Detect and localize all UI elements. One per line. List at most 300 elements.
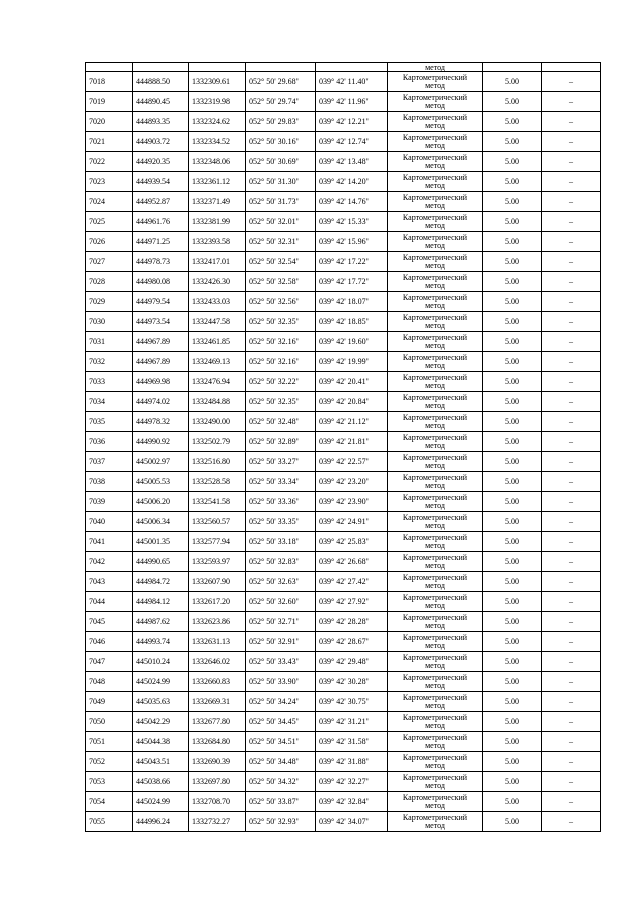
x-coordinate-cell: 444978.32 [133, 412, 189, 432]
method-cell [388, 772, 483, 792]
method-line-1: Картометрический [402, 692, 468, 702]
method-line-2: метод [425, 400, 445, 410]
y-coordinate-cell: 1332484.88 [189, 392, 246, 412]
method-cell [388, 652, 483, 672]
latitude-cell: 052° 50' 32.16" [246, 332, 316, 352]
note-cell: – [542, 812, 601, 832]
x-coordinate-cell: 444980.08 [133, 272, 189, 292]
method-cell [388, 112, 483, 132]
method-cell [388, 92, 483, 112]
point-number-cell: 7022 [86, 152, 133, 172]
y-coordinate-cell: 1332361.12 [189, 172, 246, 192]
y-coordinate-cell: 1332560.57 [189, 512, 246, 532]
method-cell [388, 272, 483, 292]
method-cell [388, 792, 483, 812]
method-line-2: метод [425, 820, 445, 830]
accuracy-cell: 5.00 [483, 672, 542, 692]
method-cell [388, 412, 483, 432]
x-coordinate-cell: 445010.24 [133, 652, 189, 672]
latitude-cell: 052° 50' 34.48" [246, 752, 316, 772]
latitude-cell: 052° 50' 29.83" [246, 112, 316, 132]
method-line-1: Картометрический [402, 652, 468, 662]
accuracy-cell: 5.00 [483, 592, 542, 612]
point-number-cell: 7052 [86, 752, 133, 772]
method-line-2: метод [425, 700, 445, 710]
latitude-cell: 052° 50' 33.18" [246, 532, 316, 552]
y-coordinate-cell: 1332623.86 [189, 612, 246, 632]
y-coordinate-cell: 1332461.85 [189, 332, 246, 352]
method-line-2: метод [425, 160, 445, 170]
method-line-1: Картометрический [402, 372, 468, 382]
x-coordinate-cell: 444903.72 [133, 132, 189, 152]
point-number-cell: 7030 [86, 312, 133, 332]
table-row [86, 172, 601, 192]
longitude-cell: 039° 42' 32.84" [316, 792, 388, 812]
table-row [86, 352, 601, 372]
table-row [86, 372, 601, 392]
coordinates-table [85, 62, 601, 832]
method-line-1: Картометрический [402, 72, 468, 82]
y-coordinate-cell: 1332490.00 [189, 412, 246, 432]
table-row [86, 772, 601, 792]
latitude-cell: 052° 50' 32.93" [246, 812, 316, 832]
y-coordinate-cell: 1332732.27 [189, 812, 246, 832]
note-cell: – [542, 72, 601, 92]
longitude-cell: 039° 42' 17.72" [316, 272, 388, 292]
accuracy-cell: 5.00 [483, 252, 542, 272]
x-coordinate-cell: 445006.20 [133, 492, 189, 512]
accuracy-cell: 5.00 [483, 272, 542, 292]
table-row [86, 552, 601, 572]
x-coordinate-cell: 444888.50 [133, 72, 189, 92]
method-line-1: Картометрический [402, 712, 468, 722]
table-row [86, 112, 601, 132]
method-line-1: Картометрический [402, 272, 468, 282]
latitude-cell: 052° 50' 31.73" [246, 192, 316, 212]
note-cell: – [542, 132, 601, 152]
accuracy-cell: 5.00 [483, 412, 542, 432]
note-cell: – [542, 332, 601, 352]
method-line-2: метод [425, 200, 445, 210]
table-row [86, 712, 601, 732]
x-coordinate-cell: 444893.35 [133, 112, 189, 132]
x-coordinate-cell: 444890.45 [133, 92, 189, 112]
y-coordinate-cell: 1332381.99 [189, 212, 246, 232]
latitude-cell: 052° 50' 32.89" [246, 432, 316, 452]
accuracy-cell: 5.00 [483, 152, 542, 172]
y-coordinate-cell: 1332708.70 [189, 792, 246, 812]
note-cell: – [542, 792, 601, 812]
latitude-cell: 052° 50' 33.34" [246, 472, 316, 492]
table-row [86, 692, 601, 712]
method-line-1: Картометрический [402, 812, 468, 822]
method-line-2: метод [425, 300, 445, 310]
longitude-cell: 039° 42' 27.42" [316, 572, 388, 592]
x-coordinate-cell: 445024.99 [133, 672, 189, 692]
method-line-2: метод [425, 140, 445, 150]
accuracy-cell: 5.00 [483, 452, 542, 472]
note-cell: – [542, 152, 601, 172]
accuracy-cell: 5.00 [483, 352, 542, 372]
longitude-cell: 039° 42' 21.81" [316, 432, 388, 452]
method-line-2: метод [425, 440, 445, 450]
note-cell: – [542, 532, 601, 552]
note-cell: – [542, 632, 601, 652]
table-row [86, 232, 601, 252]
method-cell [388, 552, 483, 572]
accuracy-cell: 5.00 [483, 772, 542, 792]
note-cell: – [542, 592, 601, 612]
point-number-cell: 7026 [86, 232, 133, 252]
x-coordinate-cell: 444984.72 [133, 572, 189, 592]
latitude-cell: 052° 50' 34.24" [246, 692, 316, 712]
longitude-cell: 039° 42' 28.28" [316, 612, 388, 632]
table-row [86, 72, 601, 92]
longitude-cell: 039° 42' 17.22" [316, 252, 388, 272]
longitude-cell: 039° 42' 18.85" [316, 312, 388, 332]
accuracy-cell: 5.00 [483, 212, 542, 232]
method-line-2: метод [425, 720, 445, 730]
note-cell: – [542, 492, 601, 512]
longitude-cell: 039° 42' 31.58" [316, 732, 388, 752]
latitude-cell: 052° 50' 32.31" [246, 232, 316, 252]
method-line-2: метод [425, 340, 445, 350]
point-number-cell: 7033 [86, 372, 133, 392]
method-line-1: Картометрический [402, 452, 468, 462]
latitude-cell: 052° 50' 30.69" [246, 152, 316, 172]
note-cell: – [542, 292, 601, 312]
method-line-2: метод [425, 100, 445, 110]
cell-empty [86, 63, 133, 72]
method-cell [388, 432, 483, 452]
method-line-2: метод [425, 520, 445, 530]
latitude-cell: 052° 50' 32.63" [246, 572, 316, 592]
point-number-cell: 7047 [86, 652, 133, 672]
method-cell [388, 372, 483, 392]
accuracy-cell: 5.00 [483, 292, 542, 312]
accuracy-cell: 5.00 [483, 232, 542, 252]
x-coordinate-cell: 444996.24 [133, 812, 189, 832]
point-number-cell: 7036 [86, 432, 133, 452]
longitude-cell: 039° 42' 11.40" [316, 72, 388, 92]
latitude-cell: 052° 50' 32.58" [246, 272, 316, 292]
method-line-1: Картометрический [402, 512, 468, 522]
method-line-2: метод [425, 560, 445, 570]
method-line-1: Картометрический [402, 252, 468, 262]
longitude-cell: 039° 42' 28.67" [316, 632, 388, 652]
method-cell [388, 172, 483, 192]
point-number-cell: 7055 [86, 812, 133, 832]
method-line-1: Картометрический [402, 432, 468, 442]
method-line-1: Картометрический [402, 332, 468, 342]
x-coordinate-cell: 444987.62 [133, 612, 189, 632]
method-line-2: метод [425, 800, 445, 810]
note-cell: – [542, 272, 601, 292]
accuracy-cell: 5.00 [483, 692, 542, 712]
method-line-2: метод [425, 280, 445, 290]
point-number-cell: 7031 [86, 332, 133, 352]
method-cell [388, 192, 483, 212]
table-row [86, 732, 601, 752]
table-row [86, 492, 601, 512]
method-line-2: метод [425, 80, 445, 90]
table-row [86, 212, 601, 232]
method-line-2: метод [425, 420, 445, 430]
accuracy-cell: 5.00 [483, 312, 542, 332]
method-cell [388, 532, 483, 552]
y-coordinate-cell: 1332393.58 [189, 232, 246, 252]
longitude-cell: 039° 42' 19.60" [316, 332, 388, 352]
table-row [86, 512, 601, 532]
cell-empty [542, 63, 601, 72]
x-coordinate-cell: 444967.89 [133, 352, 189, 372]
longitude-cell: 039° 42' 27.92" [316, 592, 388, 612]
longitude-cell: 039° 42' 23.90" [316, 492, 388, 512]
method-cell [388, 472, 483, 492]
longitude-cell: 039° 42' 11.96" [316, 92, 388, 112]
latitude-cell: 052° 50' 32.71" [246, 612, 316, 632]
method-cell [388, 452, 483, 472]
accuracy-cell: 5.00 [483, 72, 542, 92]
latitude-cell: 052° 50' 34.32" [246, 772, 316, 792]
method-line-1: Картометрический [402, 572, 468, 582]
method-line-1: Картометрический [402, 532, 468, 542]
point-number-cell: 7021 [86, 132, 133, 152]
point-number-cell: 7037 [86, 452, 133, 472]
latitude-cell: 052° 50' 34.45" [246, 712, 316, 732]
note-cell: – [542, 92, 601, 112]
note-cell: – [542, 672, 601, 692]
table-row [86, 312, 601, 332]
accuracy-cell: 5.00 [483, 432, 542, 452]
y-coordinate-cell: 1332541.58 [189, 492, 246, 512]
cell-empty [246, 63, 316, 72]
method-cell [388, 692, 483, 712]
table-row [86, 532, 601, 552]
note-cell: – [542, 412, 601, 432]
latitude-cell: 052° 50' 32.54" [246, 252, 316, 272]
longitude-cell: 039° 42' 15.33" [316, 212, 388, 232]
accuracy-cell: 5.00 [483, 112, 542, 132]
point-number-cell: 7053 [86, 772, 133, 792]
method-line-2: метод [425, 120, 445, 130]
y-coordinate-cell: 1332348.06 [189, 152, 246, 172]
method-line-2: метод [425, 620, 445, 630]
method-cell [388, 252, 483, 272]
longitude-cell: 039° 42' 20.84" [316, 392, 388, 412]
method-line-2: метод [425, 240, 445, 250]
x-coordinate-cell: 444920.35 [133, 152, 189, 172]
longitude-cell: 039° 42' 13.48" [316, 152, 388, 172]
latitude-cell: 052° 50' 32.91" [246, 632, 316, 652]
x-coordinate-cell: 444973.54 [133, 312, 189, 332]
note-cell: – [542, 252, 601, 272]
y-coordinate-cell: 1332469.13 [189, 352, 246, 372]
longitude-cell: 039° 42' 31.21" [316, 712, 388, 732]
longitude-cell: 039° 42' 32.27" [316, 772, 388, 792]
accuracy-cell: 5.00 [483, 812, 542, 832]
method-line-2: метод [425, 600, 445, 610]
latitude-cell: 052° 50' 33.43" [246, 652, 316, 672]
table-row [86, 752, 601, 772]
longitude-cell: 039° 42' 23.20" [316, 472, 388, 492]
point-number-cell: 7042 [86, 552, 133, 572]
table-row [86, 392, 601, 412]
note-cell: – [542, 112, 601, 132]
method-line-1: Картометрический [402, 132, 468, 142]
method-line-1: Картометрический [402, 232, 468, 242]
point-number-cell: 7043 [86, 572, 133, 592]
accuracy-cell: 5.00 [483, 172, 542, 192]
point-number-cell: 7040 [86, 512, 133, 532]
accuracy-cell: 5.00 [483, 92, 542, 112]
continuation-row [86, 63, 601, 72]
latitude-cell: 052° 50' 29.68" [246, 72, 316, 92]
point-number-cell: 7029 [86, 292, 133, 312]
x-coordinate-cell: 445042.29 [133, 712, 189, 732]
note-cell: – [542, 212, 601, 232]
method-line-1: Картометрический [402, 152, 468, 162]
accuracy-cell: 5.00 [483, 632, 542, 652]
note-cell: – [542, 572, 601, 592]
method-line-1: Картометрический [402, 172, 468, 182]
longitude-cell: 039° 42' 18.07" [316, 292, 388, 312]
point-number-cell: 7020 [86, 112, 133, 132]
method-cell [388, 712, 483, 732]
point-number-cell: 7032 [86, 352, 133, 372]
point-number-cell: 7019 [86, 92, 133, 112]
point-number-cell: 7048 [86, 672, 133, 692]
method-line-2: метод [425, 760, 445, 770]
x-coordinate-cell: 445002.97 [133, 452, 189, 472]
table-row [86, 472, 601, 492]
point-number-cell: 7039 [86, 492, 133, 512]
y-coordinate-cell: 1332607.90 [189, 572, 246, 592]
y-coordinate-cell: 1332417.01 [189, 252, 246, 272]
x-coordinate-cell: 444979.54 [133, 292, 189, 312]
method-line-2: метод [425, 640, 445, 650]
method-line-1: Картометрический [402, 612, 468, 622]
y-coordinate-cell: 1332476.94 [189, 372, 246, 392]
y-coordinate-cell: 1332447.58 [189, 312, 246, 332]
x-coordinate-cell: 444961.76 [133, 212, 189, 232]
method-line-2: метод [425, 320, 445, 330]
y-coordinate-cell: 1332617.20 [189, 592, 246, 612]
y-coordinate-cell: 1332334.52 [189, 132, 246, 152]
accuracy-cell: 5.00 [483, 192, 542, 212]
method-cell [388, 592, 483, 612]
method-line-1: Картометрический [402, 492, 468, 502]
accuracy-cell: 5.00 [483, 752, 542, 772]
point-number-cell: 7038 [86, 472, 133, 492]
accuracy-cell: 5.00 [483, 492, 542, 512]
point-number-cell: 7044 [86, 592, 133, 612]
table-row [86, 92, 601, 112]
method-cell [388, 512, 483, 532]
y-coordinate-cell: 1332433.03 [189, 292, 246, 312]
note-cell: – [542, 192, 601, 212]
y-coordinate-cell: 1332426.30 [189, 272, 246, 292]
table-body [86, 63, 601, 832]
note-cell: – [542, 692, 601, 712]
method-continuation-cell: метод [388, 63, 483, 72]
method-line-1: Картометрический [402, 92, 468, 102]
x-coordinate-cell: 444967.89 [133, 332, 189, 352]
latitude-cell: 052° 50' 32.01" [246, 212, 316, 232]
point-number-cell: 7027 [86, 252, 133, 272]
method-line-1: Картометрический [402, 732, 468, 742]
longitude-cell: 039° 42' 31.88" [316, 752, 388, 772]
method-line-2: метод [425, 740, 445, 750]
method-line-1: Картометрический [402, 752, 468, 762]
latitude-cell: 052° 50' 31.30" [246, 172, 316, 192]
note-cell: – [542, 712, 601, 732]
note-cell: – [542, 372, 601, 392]
x-coordinate-cell: 444971.25 [133, 232, 189, 252]
point-number-cell: 7046 [86, 632, 133, 652]
y-coordinate-cell: 1332669.31 [189, 692, 246, 712]
accuracy-cell: 5.00 [483, 792, 542, 812]
method-cell [388, 352, 483, 372]
method-cell [388, 72, 483, 92]
table-row [86, 672, 601, 692]
point-number-cell: 7028 [86, 272, 133, 292]
latitude-cell: 052° 50' 32.35" [246, 392, 316, 412]
y-coordinate-cell: 1332660.83 [189, 672, 246, 692]
latitude-cell: 052° 50' 33.36" [246, 492, 316, 512]
method-cell [388, 152, 483, 172]
method-line-1: Картометрический [402, 472, 468, 482]
cell-empty [189, 63, 246, 72]
x-coordinate-cell: 444978.73 [133, 252, 189, 272]
latitude-cell: 052° 50' 33.87" [246, 792, 316, 812]
x-coordinate-cell: 444974.02 [133, 392, 189, 412]
longitude-cell: 039° 42' 14.76" [316, 192, 388, 212]
table-row [86, 612, 601, 632]
accuracy-cell: 5.00 [483, 652, 542, 672]
point-number-cell: 7049 [86, 692, 133, 712]
cell-empty [316, 63, 388, 72]
x-coordinate-cell: 444984.12 [133, 592, 189, 612]
method-line-2: метод [425, 500, 445, 510]
method-line-2: метод [425, 220, 445, 230]
method-line-1: Картометрический [402, 772, 468, 782]
x-coordinate-cell: 444990.65 [133, 552, 189, 572]
longitude-cell: 039° 42' 29.48" [316, 652, 388, 672]
method-cell [388, 632, 483, 652]
table-row [86, 452, 601, 472]
accuracy-cell: 5.00 [483, 372, 542, 392]
method-line-1: Картометрический [402, 412, 468, 422]
method-line-1: Картометрический [402, 212, 468, 222]
note-cell: – [542, 232, 601, 252]
table-row [86, 412, 601, 432]
latitude-cell: 052° 50' 32.60" [246, 592, 316, 612]
longitude-cell: 039° 42' 30.28" [316, 672, 388, 692]
x-coordinate-cell: 444993.74 [133, 632, 189, 652]
method-line-1: Картометрический [402, 352, 468, 362]
latitude-cell: 052° 50' 32.22" [246, 372, 316, 392]
accuracy-cell: 5.00 [483, 612, 542, 632]
note-cell: – [542, 172, 601, 192]
latitude-cell: 052° 50' 33.27" [246, 452, 316, 472]
method-line-2: метод [425, 180, 445, 190]
point-number-cell: 7024 [86, 192, 133, 212]
latitude-cell: 052° 50' 34.51" [246, 732, 316, 752]
x-coordinate-cell: 444939.54 [133, 172, 189, 192]
table-row [86, 812, 601, 832]
y-coordinate-cell: 1332631.13 [189, 632, 246, 652]
